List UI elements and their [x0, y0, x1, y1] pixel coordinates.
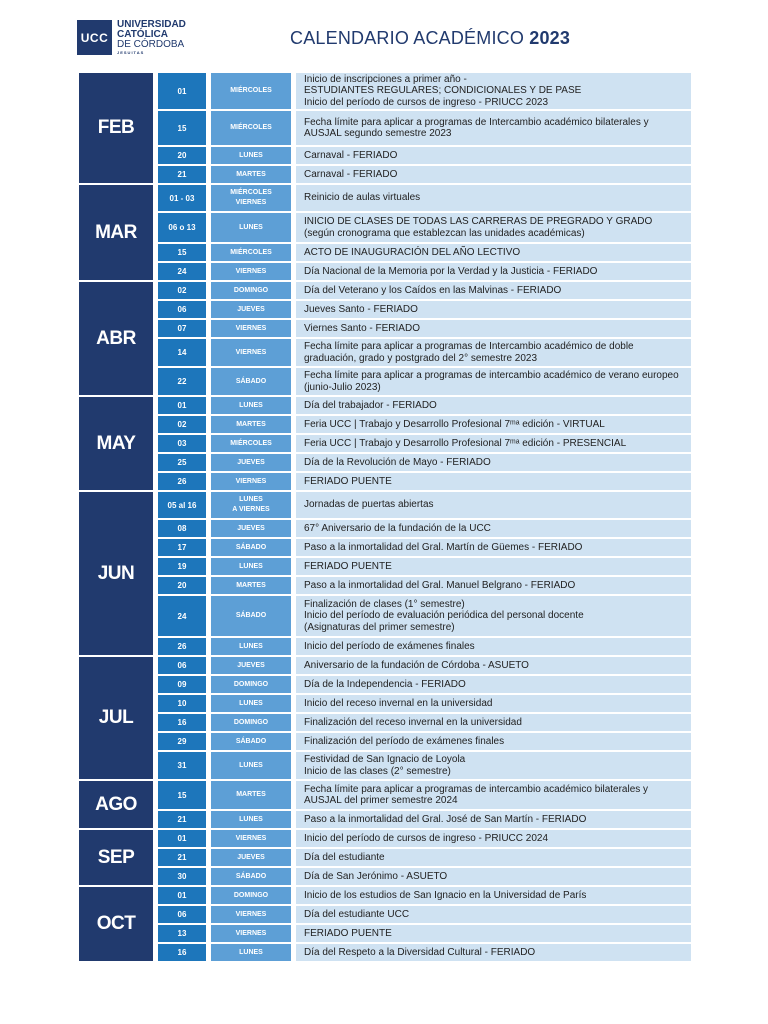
event-row [158, 811, 691, 828]
event-description: 67° Aniversario de la fundación de la UCC [296, 520, 691, 537]
event-description: Carnaval - FERIADO [296, 166, 691, 183]
event-date: 09 [158, 676, 206, 693]
event-row [158, 752, 691, 779]
logo-wordmark [117, 20, 186, 56]
event-weekday: JUEVES [211, 657, 291, 674]
event-row [158, 454, 691, 471]
event-description: Jueves Santo - FERIADO [296, 301, 691, 318]
event-row [158, 906, 691, 923]
month-label: FEB [79, 73, 153, 183]
event-row [158, 887, 691, 904]
event-weekday: JUEVES [211, 454, 291, 471]
event-description: Día de la Revolución de Mayo - FERIADO [296, 454, 691, 471]
event-date: 21 [158, 166, 206, 183]
month-block-jun [79, 492, 691, 655]
month-label: SEP [79, 830, 153, 885]
event-row [158, 577, 691, 594]
event-date: 08 [158, 520, 206, 537]
event-date: 26 [158, 473, 206, 490]
event-description: Feria UCC | Trabajo y Desarrollo Profesional 7ᵐᵃ edición - VIRTUAL [296, 416, 691, 433]
event-weekday: MARTES [211, 781, 291, 809]
event-weekday: JUEVES [211, 301, 291, 318]
event-weekday: LUNES [211, 752, 291, 779]
event-description: Fecha límite para aplicar a programas de Intercambio académico de doble graduación, grado y postgrado del 2° semestre 2023 [296, 339, 691, 366]
academic-calendar [79, 73, 691, 963]
event-date: 02 [158, 282, 206, 299]
event-date: 06 [158, 906, 206, 923]
event-weekday: VIERNES [211, 830, 291, 847]
event-date: 10 [158, 695, 206, 712]
event-date: 03 [158, 435, 206, 452]
event-description: Inicio del período de cursos de ingreso - PRIUCC 2024 [296, 830, 691, 847]
event-description: Día del Respeto a la Diversidad Cultural - FERIADO [296, 944, 691, 961]
event-row [158, 263, 691, 280]
event-row [158, 435, 691, 452]
event-description: INICIO DE CLASES DE TODAS LAS CARRERAS DE PREGRADO Y GRADO (según cronograma que establezcan las unidades académicas) [296, 213, 691, 242]
event-weekday: MARTES [211, 416, 291, 433]
event-weekday: SÁBADO [211, 868, 291, 885]
event-description: Día del estudiante UCC [296, 906, 691, 923]
event-weekday: JUEVES [211, 849, 291, 866]
logo-mark: UCC [77, 20, 112, 55]
month-block-feb [79, 73, 691, 183]
event-weekday: VIERNES [211, 263, 291, 280]
event-date: 24 [158, 596, 206, 636]
title-year: 2023 [529, 28, 571, 48]
event-date: 01 [158, 73, 206, 109]
event-weekday: MIÉRCOLES [211, 435, 291, 452]
event-date: 25 [158, 454, 206, 471]
event-date: 26 [158, 638, 206, 655]
event-weekday: LUNES [211, 147, 291, 164]
event-weekday: DOMINGO [211, 282, 291, 299]
event-weekday: DOMINGO [211, 676, 291, 693]
event-description: Inicio del período de exámenes finales [296, 638, 691, 655]
month-label: MAY [79, 397, 153, 490]
event-date: 05 al 16 [158, 492, 206, 518]
event-description: Día del estudiante [296, 849, 691, 866]
event-description: Fecha límite para aplicar a programas de intercambio académico bilaterales y AUSJAL del primer semestre 2024 [296, 781, 691, 809]
event-weekday: SÁBADO [211, 368, 291, 395]
event-date: 16 [158, 714, 206, 731]
event-description: Inicio de los estudios de San Ignacio en la Universidad de París [296, 887, 691, 904]
event-date: 20 [158, 147, 206, 164]
month-block-mar [79, 185, 691, 280]
event-date: 21 [158, 849, 206, 866]
event-date: 31 [158, 752, 206, 779]
event-weekday: LUNES [211, 695, 291, 712]
event-date: 30 [158, 868, 206, 885]
event-row [158, 282, 691, 299]
month-block-oct [79, 887, 691, 961]
event-weekday: DOMINGO [211, 714, 291, 731]
logo-line-3: DE CÓRDOBA [117, 39, 185, 50]
event-description: Finalización del receso invernal en la universidad [296, 714, 691, 731]
event-description: FERIADO PUENTE [296, 558, 691, 575]
month-label: JUL [79, 657, 153, 779]
event-description: Festividad de San Ignacio de Loyola Inicio de las clases (2° semestre) [296, 752, 691, 779]
event-description: Feria UCC | Trabajo y Desarrollo Profesional 7ᵐᵃ edición - PRESENCIAL [296, 435, 691, 452]
event-weekday: LUNES [211, 638, 291, 655]
event-row [158, 492, 691, 518]
month-block-sep [79, 830, 691, 885]
event-weekday: VIERNES [211, 925, 291, 942]
month-events [158, 185, 691, 280]
event-row [158, 781, 691, 809]
event-date: 01 [158, 397, 206, 414]
event-row [158, 849, 691, 866]
month-events [158, 73, 691, 183]
event-description: ACTO DE INAUGURACIÓN DEL AÑO LECTIVO [296, 244, 691, 261]
event-description: Día de la Independencia - FERIADO [296, 676, 691, 693]
month-events [158, 397, 691, 490]
event-weekday: MIÉRCOLES [211, 111, 291, 145]
ucc-logo [77, 20, 186, 56]
event-row [158, 473, 691, 490]
event-date: 16 [158, 944, 206, 961]
event-weekday: JUEVES [211, 520, 291, 537]
event-row [158, 657, 691, 674]
event-date: 01 [158, 830, 206, 847]
event-date: 19 [158, 558, 206, 575]
event-description: Paso a la inmortalidad del Gral. Martín de Güemes - FERIADO [296, 539, 691, 556]
event-weekday: SÁBADO [211, 733, 291, 750]
event-row [158, 830, 691, 847]
event-description: Aniversario de la fundación de Córdoba - ASUETO [296, 657, 691, 674]
event-description: Finalización del período de exámenes finales [296, 733, 691, 750]
event-weekday: LUNES [211, 944, 291, 961]
event-weekday: LUNES [211, 213, 291, 242]
event-date: 29 [158, 733, 206, 750]
event-row [158, 596, 691, 636]
event-row [158, 520, 691, 537]
event-row [158, 925, 691, 942]
event-row [158, 244, 691, 261]
event-description: Viernes Santo - FERIADO [296, 320, 691, 337]
event-row [158, 733, 691, 750]
event-row [158, 558, 691, 575]
event-weekday: MARTES [211, 166, 291, 183]
event-row [158, 166, 691, 183]
page-title [290, 28, 570, 49]
event-row [158, 111, 691, 145]
event-description: FERIADO PUENTE [296, 925, 691, 942]
event-date: 01 - 03 [158, 185, 206, 211]
logo-line-2: CATÓLICA [117, 29, 168, 40]
month-events [158, 781, 691, 828]
event-row [158, 676, 691, 693]
event-date: 15 [158, 781, 206, 809]
event-weekday: LUNES [211, 558, 291, 575]
event-date: 07 [158, 320, 206, 337]
event-weekday: VIERNES [211, 906, 291, 923]
event-row [158, 714, 691, 731]
event-description: Finalización de clases (1° semestre) Inicio del período de evaluación periódica del personal docente (Asignaturas del primer semestre) [296, 596, 691, 636]
event-date: 14 [158, 339, 206, 366]
month-events [158, 887, 691, 961]
event-row [158, 695, 691, 712]
event-description: Fecha límite para aplicar a programas de intercambio académico de verano europeo (junio-Julio 2023) [296, 368, 691, 395]
event-row [158, 638, 691, 655]
event-description: Paso a la inmortalidad del Gral. Manuel Belgrano - FERIADO [296, 577, 691, 594]
event-weekday: DOMINGO [211, 887, 291, 904]
event-date: 17 [158, 539, 206, 556]
title-text: CALENDARIO ACADÉMICO [290, 28, 525, 48]
event-date: 06 o 13 [158, 213, 206, 242]
event-row [158, 213, 691, 242]
month-block-ago [79, 781, 691, 828]
header [0, 0, 768, 64]
event-description: Carnaval - FERIADO [296, 147, 691, 164]
logo-line-4: JESUITAS [117, 50, 145, 55]
event-weekday: VIERNES [211, 473, 291, 490]
event-weekday: MIÉRCOLES [211, 244, 291, 261]
event-description: FERIADO PUENTE [296, 473, 691, 490]
event-row [158, 73, 691, 109]
event-date: 15 [158, 244, 206, 261]
event-date: 01 [158, 887, 206, 904]
month-events [158, 492, 691, 655]
event-row [158, 416, 691, 433]
event-date: 22 [158, 368, 206, 395]
event-description: Día Nacional de la Memoria por la Verdad y la Justicia - FERIADO [296, 263, 691, 280]
month-events [158, 282, 691, 395]
event-date: 20 [158, 577, 206, 594]
event-description: Día de San Jerónimo - ASUETO [296, 868, 691, 885]
month-label: JUN [79, 492, 153, 655]
event-description: Paso a la inmortalidad del Gral. José de San Martín - FERIADO [296, 811, 691, 828]
event-weekday: LUNES [211, 811, 291, 828]
event-row [158, 944, 691, 961]
event-row [158, 868, 691, 885]
logo-line-1: UNIVERSIDAD [117, 19, 186, 30]
event-description: Día del trabajador - FERIADO [296, 397, 691, 414]
event-weekday: LUNES A VIERNES [211, 492, 291, 518]
event-row [158, 320, 691, 337]
event-row [158, 397, 691, 414]
event-row [158, 185, 691, 211]
event-description: Inicio de inscripciones a primer año - ESTUDIANTES REGULARES; CONDICIONALES Y DE PASE Inicio del período de cursos de ingreso - PRIUCC 2023 [296, 73, 691, 109]
event-description: Inicio del receso invernal en la universidad [296, 695, 691, 712]
event-date: 06 [158, 657, 206, 674]
event-weekday: MARTES [211, 577, 291, 594]
event-row [158, 301, 691, 318]
event-row [158, 339, 691, 366]
event-date: 06 [158, 301, 206, 318]
event-weekday: SÁBADO [211, 539, 291, 556]
event-description: Día del Veterano y los Caídos en las Malvinas - FERIADO [296, 282, 691, 299]
event-date: 02 [158, 416, 206, 433]
event-weekday: VIERNES [211, 339, 291, 366]
event-row [158, 147, 691, 164]
event-weekday: MIÉRCOLES VIERNES [211, 185, 291, 211]
month-block-abr [79, 282, 691, 395]
event-weekday: SÁBADO [211, 596, 291, 636]
month-label: ABR [79, 282, 153, 395]
event-date: 15 [158, 111, 206, 145]
event-weekday: LUNES [211, 397, 291, 414]
event-weekday: MIÉRCOLES [211, 73, 291, 109]
month-block-may [79, 397, 691, 490]
month-label: MAR [79, 185, 153, 280]
event-date: 24 [158, 263, 206, 280]
event-weekday: VIERNES [211, 320, 291, 337]
event-description: Jornadas de puertas abiertas [296, 492, 691, 518]
month-events [158, 657, 691, 779]
month-block-jul [79, 657, 691, 779]
event-description: Fecha límite para aplicar a programas de Intercambio académico bilaterales y AUSJAL segundo semestre 2023 [296, 111, 691, 145]
event-row [158, 368, 691, 395]
event-description: Reinicio de aulas virtuales [296, 185, 691, 211]
event-date: 13 [158, 925, 206, 942]
event-row [158, 539, 691, 556]
month-events [158, 830, 691, 885]
event-date: 21 [158, 811, 206, 828]
month-label: AGO [79, 781, 153, 828]
month-label: OCT [79, 887, 153, 961]
